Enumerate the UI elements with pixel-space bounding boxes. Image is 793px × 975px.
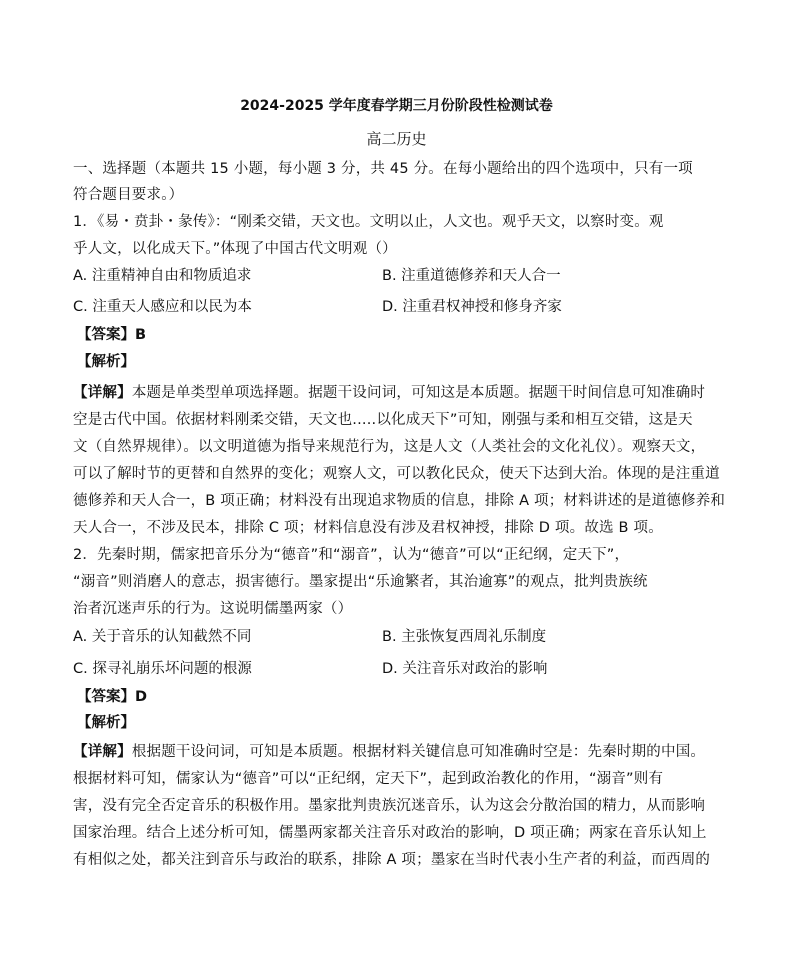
q1-detail-label: 【详解】	[73, 385, 132, 401]
q1-detail-line-3: 文（自然界规律）。以文明道德为指导来规范行为，这是人文（人类社会的文化礼仪）。观察天文，	[73, 439, 706, 455]
q1-detail-line-2: 空是古代中国。依据材料刚柔交错，天文也.....以化成天下”可知，刚强与柔和相互交错，这是天	[73, 412, 693, 428]
q2-stem-line-2: “溺音”则消磨人的意志，损害德行。墨家提出“乐逾繁者，其治逾寡”的观点，批判贵族统	[73, 574, 648, 590]
q1-option-c: C. 注重天人感应和以民为本	[73, 299, 252, 315]
q1-detail-line-5: 德修养和天人合一，B 项正确；材料没有出现追求物质的信息，排除 A 项；材料讲述的是道德修养和	[73, 493, 726, 509]
q1-answer-value: B	[135, 327, 147, 343]
q1-option-a: A. 注重精神自由和物质追求	[73, 268, 252, 284]
q1-stem-line-2: 乎人文，以化成天下。”体现了中国古代文明观（）	[73, 241, 397, 257]
q2-answer-label: 【答案】	[77, 689, 135, 705]
q2-analysis-label	[77, 713, 135, 733]
q2-detail-line-2: 根据材料可知，儒家认为“德音”可以“正纪纲，定天下”，起到政治教化的作用，“溺音”则有	[73, 771, 664, 787]
exam-subtitle: 高二历史	[366, 130, 427, 148]
q1-analysis-label	[77, 352, 135, 372]
q1-stem-line-1: 1．《易・贲卦・彖传》：“刚柔交错，天文也。文明以止，人文也。观乎天文，以察时变。观	[73, 214, 664, 230]
q1-analysis-label-text: 【解析】	[77, 354, 135, 370]
q1-detail-line-1	[73, 383, 705, 403]
q2-option-c: C. 探寻礼崩乐坏问题的根源	[73, 661, 252, 677]
q1-answer	[77, 325, 146, 345]
q2-answer-value: D	[135, 689, 148, 705]
q2-analysis-label-text: 【解析】	[77, 715, 135, 731]
q2-option-a: A. 关于音乐的认知截然不同	[73, 629, 252, 645]
q1-detail-line-6: 天人合一，不涉及民本，排除 C 项；材料信息没有涉及君权神授，排除 D 项。故选 B 项。	[73, 520, 663, 536]
q2-detail-line-1	[73, 742, 705, 762]
q2-stem-line-3: 治者沉迷声乐的行为。这说明儒墨两家（）	[73, 601, 353, 617]
q1-detail-line-4: 可以了解时节的更替和自然界的变化；观察人文，可以教化民众，使天下达到大治。体现的是注重道	[73, 466, 720, 482]
q2-detail-label: 【详解】	[73, 744, 132, 760]
q2-detail-text-1: 根据题干设问词，可知是本质题。根据材料关键信息可知准确时空是：先秦时期的中国。	[131, 744, 706, 760]
q1-detail-text-1: 本题是单类型单项选择题。据题干设问词，可知这是本质题。据题干时间信息可知准确时	[131, 385, 706, 401]
q2-detail-line-4: 国家治理。结合上述分析可知，儒墨两家都关注音乐对政治的影响，D 项正确；两家在音乐认知上	[73, 825, 707, 841]
q1-answer-label: 【答案】	[77, 327, 135, 343]
q1-option-b: B. 注重道德修养和天人合一	[382, 268, 561, 284]
q2-answer	[77, 687, 147, 707]
q1-option-d: D. 注重君权神授和修身齐家	[382, 299, 562, 315]
q2-detail-line-3: 害，没有完全否定音乐的积极作用。墨家批判贵族沉迷音乐，认为这会分散治国的精力，从而影响	[73, 798, 706, 814]
exam-title: 2024-2025 学年度春学期三月份阶段性检测试卷	[240, 98, 553, 114]
q2-detail-line-5: 有相似之处，都关注到音乐与政治的联系，排除 A 项；墨家在当时代表小生产者的利益，而西周的	[73, 852, 711, 868]
section-instruction-line-1: 一、选择题（本题共 15 小题，每小题 3 分，共 45 分。在每小题给出的四个选项中，只有一项	[73, 161, 693, 177]
q2-stem-line-1: 2．先秦时期，儒家把音乐分为“德音”和“溺音”，认为“德音”可以“正纪纲，定天下”，	[73, 547, 630, 563]
q2-option-d: D. 关注音乐对政治的影响	[382, 661, 548, 677]
q2-option-b: B. 主张恢复西周礼乐制度	[382, 629, 547, 645]
section-instruction-line-2: 符合题目要求。）	[73, 187, 184, 203]
